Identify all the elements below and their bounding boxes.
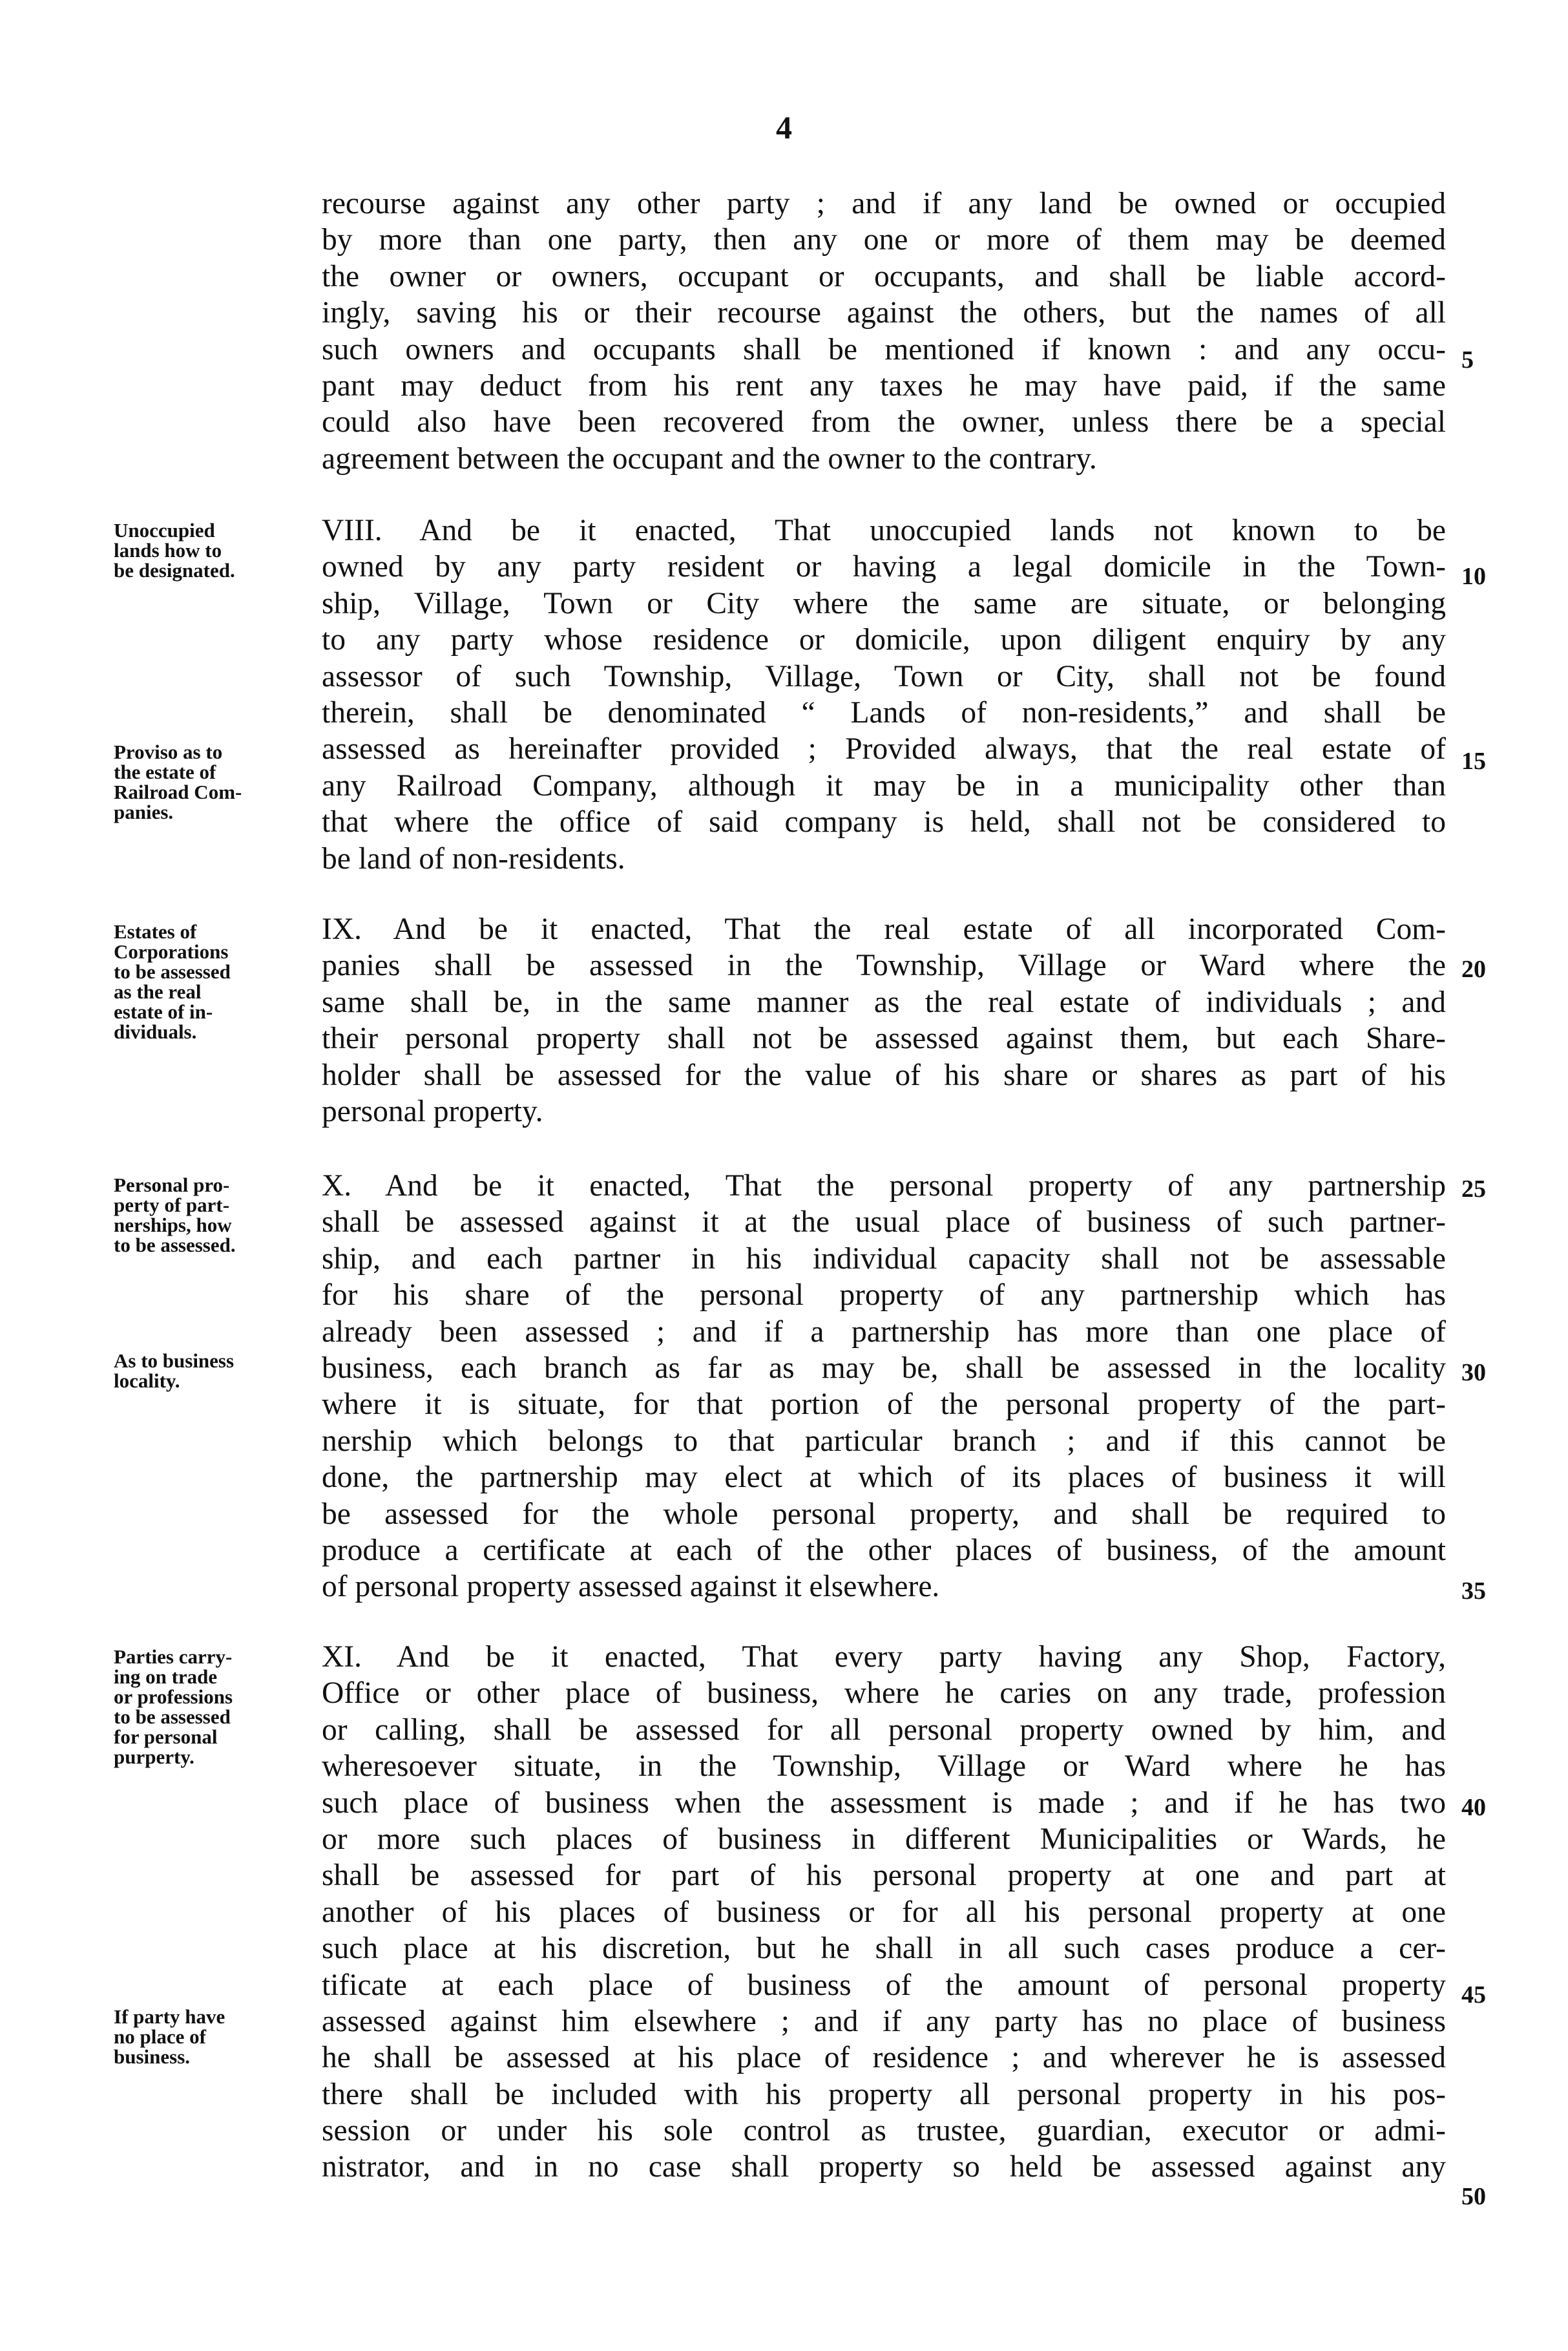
- margin-note-line: to be assessed.: [114, 1234, 236, 1256]
- margin-note-line: as the real: [114, 980, 202, 1003]
- text-line: therein, shall be denominated “ Lands of non-residents,” and shall be: [322, 695, 1446, 730]
- section-ix: [322, 911, 1446, 1130]
- line-number: 5: [1461, 346, 1474, 374]
- text-line: Office or other place of business, where he caries on any trade, profession: [322, 1676, 1446, 1711]
- text-line: that where the office of said company is held, shall not be considered to: [322, 805, 1446, 839]
- text-line: agreement between the occupant and the owner to the contrary.: [322, 441, 1097, 476]
- margin-note-line: If party have: [114, 2005, 225, 2028]
- text-line: X. And be it enacted, That the personal property of any partnership: [322, 1169, 1446, 1203]
- text-line: he shall be assessed at his place of residence ; and wherever he is assessed: [322, 2041, 1446, 2075]
- text-line: to any party whose residence or domicile, upon diligent enquiry by any: [322, 623, 1446, 657]
- margin-note-line: lands how to: [114, 539, 222, 562]
- margin-note-line: ing on trade: [114, 1665, 218, 1688]
- text-line: IX. And be it enacted, That the real estate of all incorporated Com-: [322, 912, 1446, 946]
- line-number: 30: [1461, 1359, 1486, 1386]
- text-line: nistrator, and in no case shall property so held be assessed against any: [322, 2150, 1446, 2184]
- margin-note-line: Personal pro-: [114, 1174, 230, 1196]
- line-number: 40: [1461, 1794, 1486, 1821]
- text-line: assessed as hereinafter provided ; Provided always, that the real estate of: [322, 732, 1446, 766]
- line-number: 10: [1461, 563, 1486, 590]
- margin-note-no-place-of-business: [114, 2007, 320, 2067]
- text-line: or calling, shall be assessed for all personal property owned by him, and: [322, 1713, 1446, 1747]
- margin-note-line: locality.: [114, 1369, 180, 1392]
- text-line: produce a certificate at each of the other places of business, of the amount: [322, 1533, 1446, 1567]
- margin-note-line: Corporations: [114, 940, 229, 963]
- text-line: another of his places of business or for all his personal property at one: [322, 1895, 1446, 1929]
- text-line: owned by any party resident or having a legal domicile in the Town-: [322, 550, 1446, 584]
- margin-note-line: panies.: [114, 801, 174, 823]
- line-number: 15: [1461, 748, 1486, 775]
- margin-note-line: Railroad Com-: [114, 781, 242, 803]
- text-line: their personal property shall not be assessed against them, but each Share-: [322, 1022, 1446, 1056]
- text-line: ingly, saving his or their recourse against the others, but the names of all: [322, 296, 1446, 330]
- margin-note-line: or professions: [114, 1685, 233, 1708]
- text-line: be assessed for the whole personal property, and shall be required to: [322, 1497, 1446, 1531]
- margin-note-line: dividuals.: [114, 1020, 197, 1043]
- text-line: same shall be, in the same manner as the real estate of individuals ; and: [322, 985, 1446, 1019]
- section-x: [322, 1168, 1446, 1605]
- line-number: 35: [1461, 1577, 1486, 1605]
- text-line: assessor of such Township, Village, Town or City, shall not be found: [322, 659, 1446, 693]
- margin-note-proviso-railroad: [114, 742, 320, 822]
- margin-note-line: the estate of: [114, 761, 216, 783]
- text-line: VIII. And be it enacted, That unoccupied lands not known to be: [322, 514, 1446, 547]
- text-line: already been assessed ; and if a partnership has more than one place of: [322, 1314, 1446, 1349]
- line-number: 45: [1461, 1981, 1486, 2008]
- margin-note-line: purperty.: [114, 1745, 194, 1768]
- text-line: shall be assessed against it at the usual place of business of such partner-: [322, 1205, 1446, 1239]
- text-line: such place at his discretion, but he shall in all such cases produce a cer-: [322, 1932, 1446, 1966]
- text-line: such place of business when the assessment is made ; and if he has two: [322, 1786, 1446, 1820]
- margin-note-line: Unoccupied: [114, 519, 215, 542]
- text-line: be land of non-residents.: [322, 841, 625, 876]
- margin-note-line: As to business: [114, 1349, 235, 1372]
- line-number: 50: [1461, 2183, 1486, 2210]
- text-line: tificate at each place of business of the amount of personal property: [322, 1968, 1446, 2002]
- margin-note-line: Parties carry-: [114, 1645, 233, 1668]
- margin-note-personal-property-partnerships: [114, 1175, 320, 1255]
- line-number: 20: [1461, 956, 1486, 983]
- margin-note-line: estate of in-: [114, 1000, 213, 1023]
- margin-note-line: for personal: [114, 1725, 218, 1748]
- margin-note-line: perty of part-: [114, 1194, 230, 1216]
- text-line: ship, Village, Town or City where the same are situate, or belonging: [322, 586, 1446, 620]
- text-line: wheresoever situate, in the Township, Village or Ward where he has: [322, 1749, 1446, 1784]
- text-line: panies shall be assessed in the Township, Village or Ward where the: [322, 949, 1446, 983]
- margin-note-line: business.: [114, 2045, 191, 2068]
- text-line: the owner or owners, occupant or occupants, and shall be liable accord-: [322, 259, 1446, 293]
- margin-note-parties-carrying-on-trade: [114, 1647, 320, 1767]
- text-line: assessed against him elsewhere ; and if any party has no place of business: [322, 2004, 1446, 2038]
- text-line: personal property.: [322, 1094, 543, 1128]
- section-viii: [322, 512, 1446, 877]
- text-line: shall be assessed for part of his personal property at one and part at: [322, 1859, 1446, 1893]
- text-line: such owners and occupants shall be mentioned if known : and any occu-: [322, 332, 1446, 366]
- text-line: holder shall be assessed for the value of his share or shares as part of his: [322, 1058, 1446, 1092]
- text-line: business, each branch as far as may be, shall be assessed in the locality: [322, 1351, 1446, 1385]
- text-line: any Railroad Company, although it may be in a municipality other than: [322, 768, 1446, 803]
- text-line: XI. And be it enacted, That every party having any Shop, Factory,: [322, 1640, 1446, 1674]
- text-line: or more such places of business in different Municipalities or Wards, he: [322, 1822, 1446, 1856]
- margin-note-line: be designated.: [114, 559, 235, 582]
- page-number: 4: [776, 109, 792, 145]
- text-line: of personal property assessed against it elsewhere.: [322, 1570, 940, 1604]
- text-line: recourse against any other party ; and if any land be owned or occupied: [322, 187, 1446, 220]
- paragraph-continuation: [322, 185, 1446, 477]
- margin-note-estates-of-corporations: [114, 922, 320, 1042]
- margin-note-line: Estates of: [114, 920, 197, 943]
- text-line: for his share of the personal property of any partnership which has: [322, 1278, 1446, 1313]
- text-line: could also have been recovered from the owner, unless there be a special: [322, 405, 1446, 439]
- margin-note-line: to be assessed: [114, 1705, 231, 1728]
- margin-note-business-locality: [114, 1351, 320, 1391]
- line-number: 25: [1461, 1176, 1486, 1203]
- margin-note-unoccupied-lands: [114, 520, 320, 580]
- section-xi: [322, 1639, 1446, 2186]
- margin-note-line: Proviso as to: [114, 741, 223, 763]
- margin-note-line: to be assessed: [114, 960, 231, 983]
- text-line: where it is situate, for that portion of the personal property of the part-: [322, 1387, 1446, 1422]
- text-line: there shall be included with his property all personal property in his pos-: [322, 2077, 1446, 2111]
- margin-note-line: nerships, how: [114, 1214, 232, 1236]
- text-line: ship, and each partner in his individual capacity shall not be assessable: [322, 1241, 1446, 1276]
- margin-note-line: no place of: [114, 2025, 206, 2048]
- text-line: done, the partnership may elect at which of its places of business it will: [322, 1460, 1446, 1495]
- text-line: pant may deduct from his rent any taxes he may have paid, if the same: [322, 368, 1446, 403]
- text-line: nership which belongs to that particular branch ; and if this cannot be: [322, 1424, 1446, 1458]
- text-line: by more than one party, then any one or more of them may be deemed: [322, 223, 1446, 257]
- text-line: session or under his sole control as trustee, guardian, executor or admi-: [322, 2114, 1446, 2148]
